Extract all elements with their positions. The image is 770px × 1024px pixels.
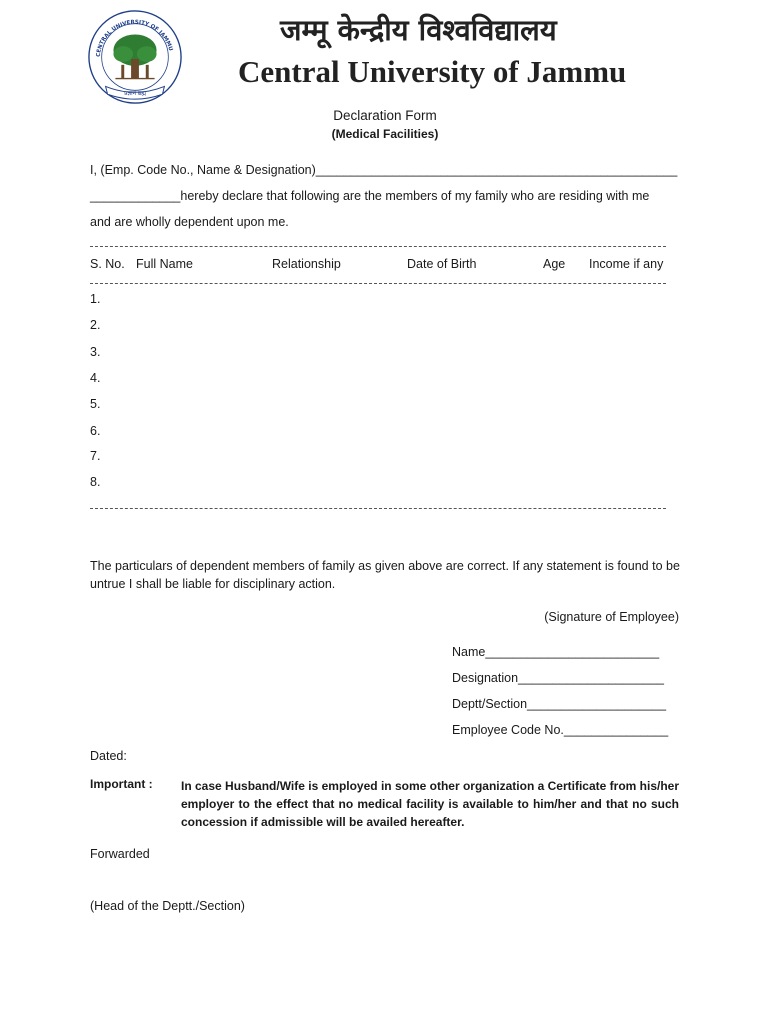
table-row-number: 5. [90,397,101,411]
declaration-line-3: and are wholly dependent upon me. [90,215,289,229]
column-header-full-name: Full Name [136,257,193,271]
seal-ring-text: CENTRAL UNIVERSITY OF JAMMU [95,19,174,58]
form-title: Declaration Form [333,108,437,123]
forwarded-label: Forwarded [90,847,150,861]
table-row-number: 7. [90,449,101,463]
column-header-income: Income if any [589,257,664,271]
column-header-sno: S. No. [90,257,125,271]
table-row-number: 6. [90,424,101,438]
university-name-english: Central University of Jammu [238,54,627,89]
certification-text: The particulars of dependent members of family as given above are correct. If any statement is found to be untrue I shall be liable for disciplinary action. [90,559,680,591]
table-row-number: 8. [90,475,101,489]
designation-field: Designation_____________________ [452,671,665,685]
table-top-rule [90,246,666,247]
seal-banner-text: प्रज्ञानं ब्रह्म [124,91,146,98]
table-row-number: 1. [90,292,101,306]
dated-label: Dated: [90,749,127,763]
signature-label: (Signature of Employee) [544,610,679,624]
column-header-age: Age [543,257,566,271]
column-header-date-of-birth: Date of Birth [407,257,477,271]
important-note: In case Husband/Wife is employed in some other organization a Certificate from his/her employer to the effect that no medical facility is available to him/her and that no such concession if admissible will be availed hereafter. [181,779,679,829]
form-subtitle: (Medical Facilities) [331,127,439,141]
head-of-department-label: (Head of the Deptt./Section) [90,899,245,913]
deptt-section-field: Deptt/Section____________________ [452,697,667,711]
university-name-hindi: जम्मू केन्द्रीय विश्वविद्यालय [280,13,557,47]
table-row-number: 3. [90,345,101,359]
table-row-number: 2. [90,318,101,332]
employee-code-field: Employee Code No._______________ [452,723,669,737]
name-field: Name_________________________ [452,645,660,659]
table-header-rule [90,283,666,284]
table-bottom-rule [90,508,666,509]
table-row-number: 4. [90,371,101,385]
declaration-line-1: I, (Emp. Code No., Name & Designation)____________________________________________________ [90,163,678,177]
university-seal-logo [86,8,184,106]
important-label: Important : [90,777,153,791]
declaration-line-2: _____________hereby declare that following are the members of my family who are residing with me [90,189,650,203]
column-header-relationship: Relationship [272,257,341,271]
